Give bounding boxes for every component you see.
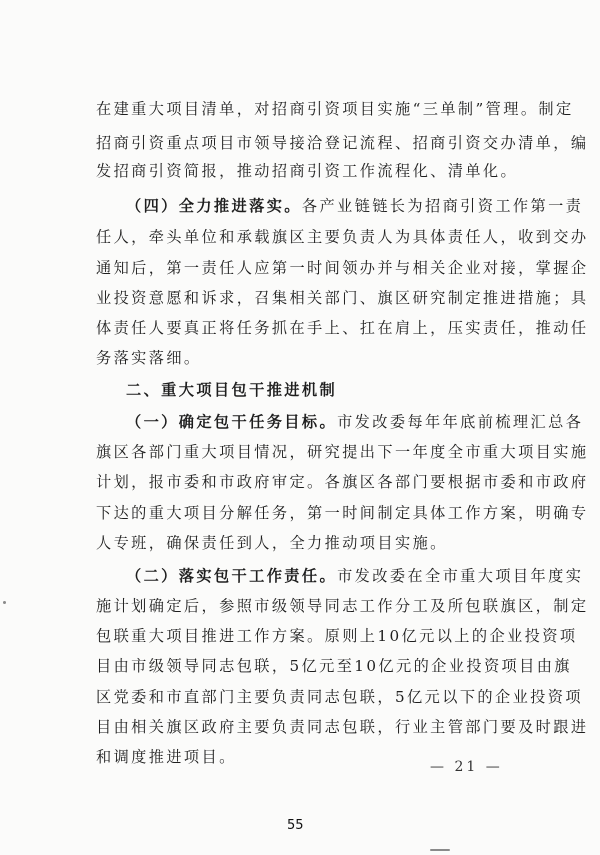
scan-page-number: 55 [287,818,304,833]
subsection-2-paragraph-start [126,566,584,586]
body-line: 在建重大项目清单，对招商引资项目实施“三单制”管理。制定 [96,100,574,118]
body-text: 市发改委每年年底前梳理汇总各 [337,413,584,431]
body-line: 人专班，确保责任到人，全力推动项目实施。 [96,534,448,552]
body-line: 任人，牵头单位和承载旗区主要负责人为具体责任人，收到交办 [96,228,589,246]
body-line: 务落实落细。 [96,349,202,367]
scan-speck [3,601,6,604]
body-line: 下达的重大项目分解任务，第一时间制定具体工作方案，明确专 [96,504,589,522]
body-line: 发招商引资简报，推动招商引资工作流程化、清单化。 [96,162,519,180]
body-line: 目由市级领导同志包联，5亿元至10亿元的企业投资项目由旗 [96,657,572,675]
body-line: 目由相关旗区政府主要负责同志包联，行业主管部门要及时跟进 [96,718,589,736]
body-line: 和调度推进项目。 [96,748,237,766]
body-line: 区党委和市直部门主要负责同志包联，5亿元以下的企业投资项 [96,688,583,706]
chapter-heading: 二、重大项目包干推进机制 [126,381,338,399]
body-text: 各产业链链长为招商引资工作第一责 [301,197,584,215]
subsection-1-heading: （一）确定包干任务目标。 [126,413,338,431]
subsection-1-paragraph-start [126,412,584,432]
body-line: 旗区各部门重大项目情况，研究提出下一年度全市重大项目实施 [96,443,589,461]
body-line: 体责任人要真正将任务抓在手上、扛在肩上，压实责任，推动任 [96,319,589,337]
section-4-paragraph-start [126,196,584,216]
scan-speck [430,849,450,851]
section-4-heading: （四）全力推进落实。 [126,197,302,215]
body-line: 业投资意愿和诉求，召集相关部门、旗区研究制定推进措施；具 [96,289,589,307]
subsection-2-heading: （二）落实包干工作责任。 [126,567,338,585]
body-line: 计划，报市委和市政府审定。各旗区各部门要根据市委和市政府 [96,473,589,491]
body-line: 通知后，第一责任人应第一时间领办并与相关企业对接，掌握企 [96,259,589,277]
body-line: 施计划确定后，参照市级领导同志工作分工及所包联旗区，制定 [96,597,589,615]
body-text: 市发改委在全市重大项目年度实 [337,567,584,585]
page-number-footer: — 21 — [430,759,503,775]
body-line: 招商引资重点项目市领导接洽登记流程、招商引资交办清单，编 [96,134,589,152]
body-line: 包联重大项目推进工作方案。原则上10亿元以上的企业投资项 [96,627,578,645]
